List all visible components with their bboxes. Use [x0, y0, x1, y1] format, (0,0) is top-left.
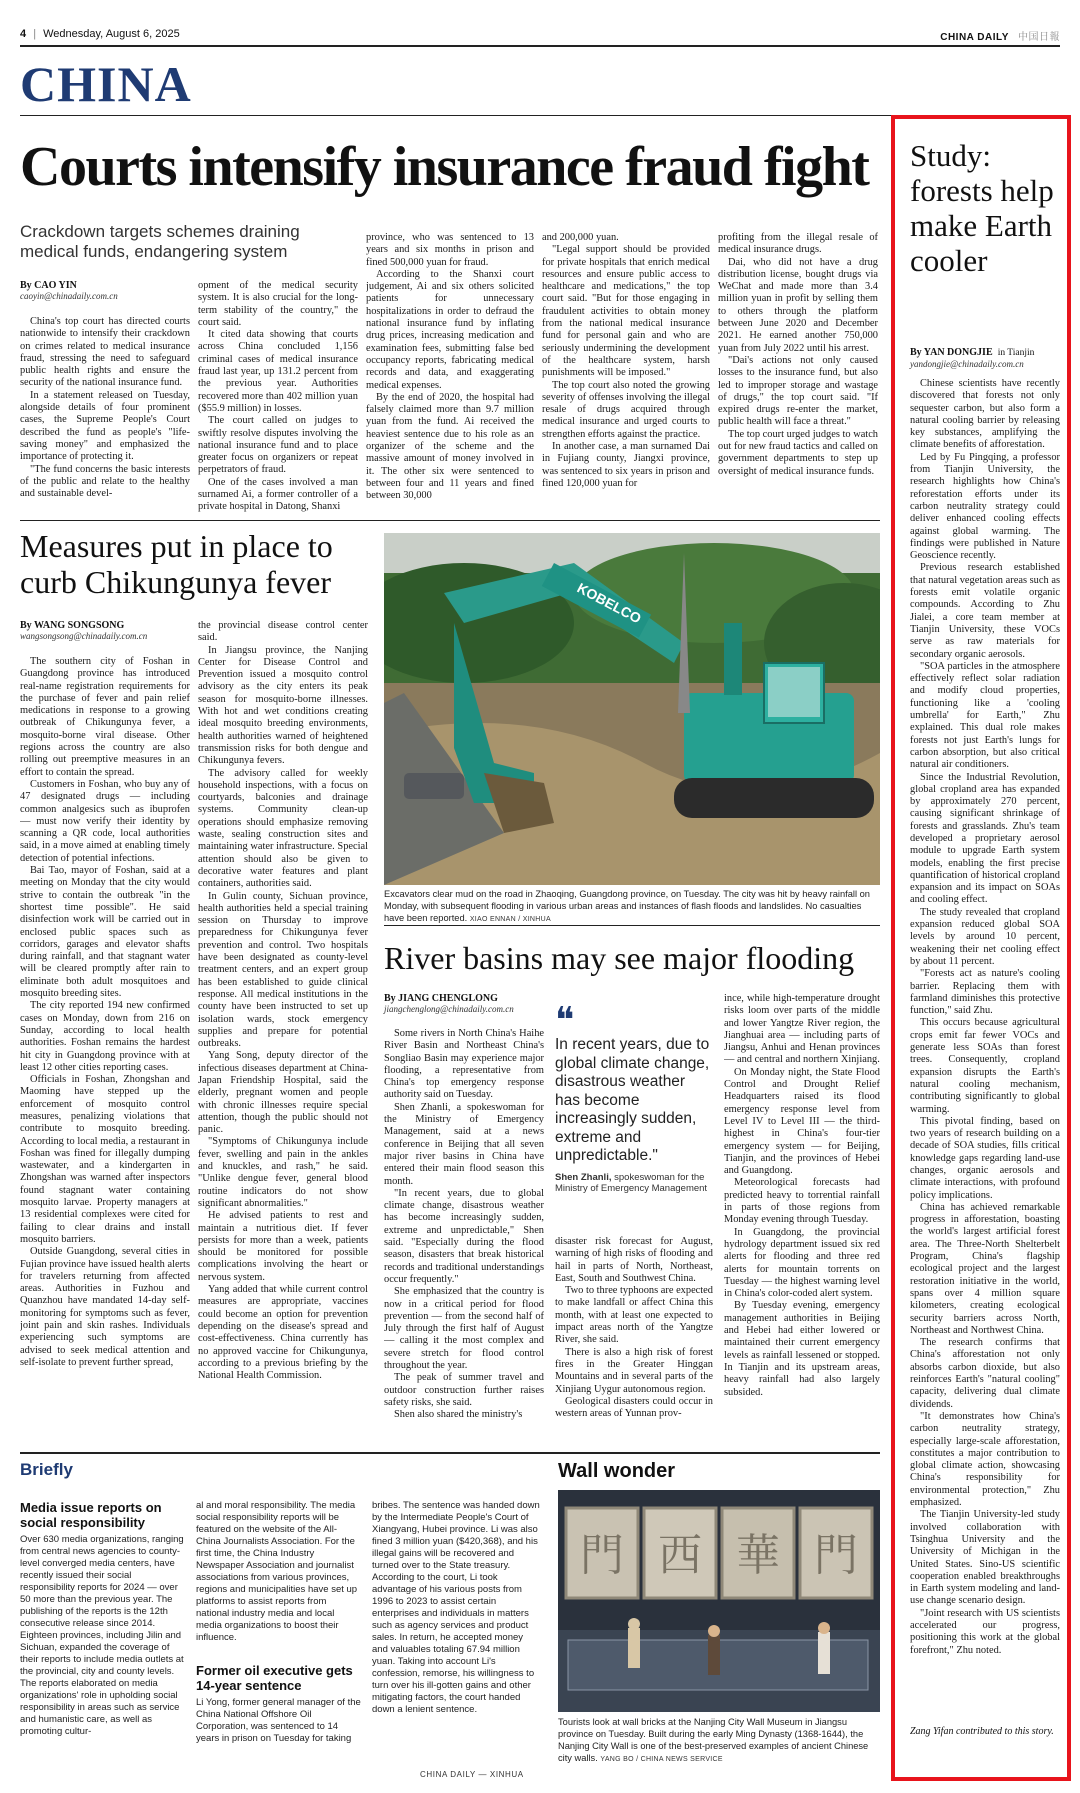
paragraph: "Forests act as nature's cooling barrier. Replacing them with farmland diminishes this protective function," said Zhu.	[910, 968, 1060, 1017]
study-byline: By YAN DONGJIE	[910, 347, 993, 358]
quote-attribution	[555, 1172, 713, 1194]
masthead-name: CHINA DAILY	[940, 32, 1009, 43]
paragraph: profiting from the illegal resale of medical insurance drugs.	[718, 232, 878, 256]
paragraph: "SOA particles in the atmosphere effectively reflect solar radiation and modify cloud properties, functioning like a 'cooling umbrella' for Earth," Zhu explained. This dual role makes forests not just Earth's lungs for carbon absorption, but also critical natural air conditioners.	[910, 660, 1060, 771]
study-location: in Tianjin	[997, 348, 1035, 358]
museum-illustration	[558, 1490, 880, 1712]
photo1-credit: XIAO ENNAN / XINHUA	[469, 916, 551, 923]
paragraph: The research confirms that China's afforestation not only absorbs carbon dioxide, but also reinforces Earth's "natural cooling" capacity, delivering dual climate dividends.	[910, 1337, 1060, 1410]
divider	[20, 1452, 880, 1454]
paragraph: Officials in Foshan, Zhongshan and Maoming have stepped up the enforcement of mosquito control measures, penalizing violations that contribute to mosquito breeding. According to local media, a restaurant in Foshan was fined for illegally dumping wastewater, and a kindergarten in Zhongshan was warned after inspectors found stagnant water containing mosquito larvae. Property managers at 13 residential complexes were cited for failing to clear drains and install mosquito barriers.	[20, 1074, 190, 1245]
quote-mark-icon: ❝	[555, 1000, 575, 1040]
brick-character: 華	[736, 1530, 780, 1581]
paragraph: On Monday night, the State Flood Control and Drought Relief Headquarters raised its flood emergency response level from Level IV to Level III — the third-highest in China's four-tier emergency system — for Beijing, Tianjin, and the provinces of Hebei and Guangdong.	[724, 1066, 880, 1177]
paragraph: Dai, who did not have a drug distribution license, bought drugs via WeChat and made more than 3.4 million yuan in profit by selling them to others through the platform between June 2020 and December 2021. He earned another 750,000 yuan from July 2022 until his arrest.	[718, 256, 878, 354]
paragraph: "Joint research with US scientists accelerated our progress, positioning this work at the global forefront," Zhu noted.	[910, 1607, 1060, 1656]
paragraph: ince, while high-temperature drought risks loom over parts of the middle and lower Yangtze River region, the Jianghuai area — including parts of Jiangsu, Anhui and Henan provinces — and central and northern Xinjiang.	[724, 993, 880, 1066]
lead-col-4	[542, 232, 710, 514]
brief2-headline: Former oil executive gets 14-year sentence	[196, 1663, 353, 1693]
paragraph: In Gulin county, Sichuan province, health authorities held a special training session on Thursday to improve preparedness for Chikungunya fever prevention and control. Two hospitals have been designated as county-level treatment centers, and an expert group has been established to guide clinical response. All medical institutions in the county have been instructed to set up isolation wards, stock emergency supplies and prepare for potential outbreaks.	[198, 890, 368, 1050]
paragraph: Chinese scientists have recently discovered that forests not only sequester carbon, but also form a natural cooling barrier by releasing key substances, amplifying the climate benefits of afforestation.	[910, 378, 1060, 451]
wall-credit: YANG BO / CHINA NEWS SERVICE	[600, 1756, 723, 1763]
paragraph: China's top court has directed courts nationwide to intensify their crackdown on crimes related to medical insurance fraud, stressing the need to safeguard public health rights and ensure the security of the national insurance fund.	[20, 316, 190, 389]
lead-byline-block	[20, 280, 190, 301]
river-col-2	[555, 1236, 713, 1436]
paragraph: The top court also noted the growing severity of offenses involving the illegal resale of drugs acquired through medical insurance and urged courts to strengthen efforts against the practice.	[542, 379, 710, 440]
divider	[384, 925, 880, 926]
paragraph: Since the Industrial Revolution, global cropland area has expanded by approximately 270 percent, causing significant shrinkage of forests and grasslands. Zhu's team developed a proprietary aerosol module to upgrade Earth system models, enabling the first precise quantification of historical cropland expansion and its impact on SOAs and cooling effect.	[910, 771, 1060, 906]
lead-headline: Courts intensify insurance fraud fight	[20, 136, 869, 198]
paragraph: In Guangdong, the provincial hydrology department issued six red alerts for flooding and three red alerts for mountain torrents on Tuesday — the highest warning level in China's color-coded alert system.	[724, 1226, 880, 1300]
paragraph: Shen Zhanli, a spokeswoman for the Ministry of Emergency Management, said at a news conference in Beijing that all seven major river basins in China have entered their main flood season this month.	[384, 1101, 544, 1187]
river-headline: River basins may see major flooding	[384, 940, 855, 976]
paragraph: Yang Song, deputy director of the infectious diseases department at China-Japan Friendship Hospital, said the elderly, pregnant women and people with chronic illnesses require special attention, though the public should not panic.	[198, 1050, 368, 1136]
paragraph: China has achieved remarkable progress in afforestation, boasting the world's largest artificial forest area. The Three-North Shelterbelt Program, China's flagship ecological project and the largest restoration initiative in the world, spans over 4 million square kilometers, creating ecological security barriers across North, Northeast and Northwest China.	[910, 1201, 1060, 1336]
lead-col-1	[20, 316, 190, 514]
paragraph: The advisory called for weekly household inspections, with a focus on courtyards, balconies and drainage systems. Community clean-up operations should emphasize removing waste, sealing construction sites and maintaining water infrastructure. Special attention should also be given to decorative water features and plant containers, authorities said.	[198, 767, 368, 890]
section-title: CHINA	[20, 56, 192, 112]
paragraph: The court called on judges to swiftly resolve disputes involving the national insurance fund and to place greater focus on organizers or repeat perpetrators of fraud.	[198, 415, 358, 476]
paragraph: Shen also shared the ministry's	[394, 1409, 523, 1421]
excavator-brand: KOBELCO	[574, 579, 644, 627]
brief2-col3: bribes. The sentence was handed down by the Intermediate People's Court of Xiangyang, Hubei province. Li was also fined 3 million yuan ($420,368), and his illegal gains will be recovered and turned over to the State treasury. According to the court, Li took advantage of his various posts from 1996 to 2023 to assist certain enterprises and individuals in matters such as agency services and product sales. In return, he accepted money and valuables totaling 67.94 million yuan. Taking into account Li's confession, remorse, his willingness to turn over his ill-gotten gains and other mitigating factors, the court handed down a lenient sentence.	[372, 1500, 540, 1715]
lead-col-2	[198, 280, 358, 514]
paragraph: By the end of 2020, the hospital had falsely claimed more than 9.7 million yuan from the fund. Ai received the heaviest sentence due to his role as an organizer of the scheme and the massive amount of money involved in it. The other six were sentenced to between four and 11 years and fined between 30,000	[366, 391, 534, 502]
paragraph: There is also a high risk of forest fires in the Greater Hinggan Mountains and in several parts of the Xinjiang Uygur autonomous region.	[555, 1346, 713, 1395]
study-byline-block	[910, 340, 1060, 369]
paragraph: Previous research established that natural vegetation areas such as forests emit volatile organic compounds. According to Zhu Jialei, a core team member at Tianjin University, these VOCs serve as raw materials for secondary organic aerosols.	[910, 562, 1060, 660]
wall-caption: Tourists look at wall bricks at the Nanjing City Wall Museum in Jiangsu province on Tuesday. Built during the early Ming Dynasty (1368-1644), the Nanjing City Wall is one of the best-preserved examples of ancient Chinese city walls.	[558, 1717, 869, 1763]
paragraph: the provincial disease control center said.	[198, 620, 368, 644]
paragraph: and 200,000 yuan.	[542, 232, 619, 243]
chik-email: wangsongsong@chinadaily.com.cn	[20, 631, 148, 641]
brief2-col2: Li Yong, former general manager of the China National Offshore Oil Corporation, was sentenced to 14 years in prison on Tuesday for taking	[196, 1697, 361, 1744]
chik-col-1	[20, 656, 190, 1436]
paragraph: Customers in Foshan, who buy any of 47 designated drugs — including common analgesics such as ibuprofen — must now verify their identity by scanning a QR code, local authorities said, in a move aimed at enabling timely detection of potential infections.	[20, 778, 190, 864]
study-headline: Study: forests help make Earth cooler	[910, 138, 1054, 278]
paragraph: Geological disasters could occur in western areas of Yunnan prov-	[555, 1395, 713, 1420]
paragraph: The Tianjin University-led study involved collaboration with Tsinghua University and the University of Michigan in the United States. Sino-US scientific cooperation enabled breakthroughs in Earth system modeling and land-use change scenario design.	[910, 1509, 1060, 1607]
brick-character: 門	[814, 1530, 858, 1581]
paragraph: The city reported 194 new confirmed cases on Monday, down from 216 on Sunday, according to local health authorities. Foshan remains the hardest hit city in Guangdong province with at least 12 other cities reporting cases.	[20, 1000, 190, 1073]
paragraph: "The fund concerns the basic interests of the public and relate to the healthy and sustainable devel-	[20, 463, 190, 500]
paragraph: "Dai's actions not only caused losses to the insurance fund, but also led to improper storage and wastage of drugs," the top court said. "If expired drugs re-enter the market, public health will face a threat."	[718, 354, 878, 428]
lead-col-5	[718, 232, 878, 514]
paragraph: Some rivers in North China's Haihe River Basin and Northeast China's Songliao Basin may experience major flooding, a representative from China's top emergency response authority said on Tuesday.	[384, 1028, 544, 1101]
study-email: yandongjie@chinadaily.com.cn	[910, 359, 1024, 369]
paragraph: Bai Tao, mayor of Foshan, said at a meeting on Monday that the city would strive to contain the outbreak "in the shortest time possible". He said disinfection work will be carried out in enclosed public spaces such as corridors, garages and elevator shafts during rainfall, and that stagnant water will be cleared promptly after rain to eliminate both adult mosquitoes and mosquito breeding sites.	[20, 865, 190, 1000]
river-byline-block	[384, 993, 544, 1014]
page-number: 4	[20, 28, 27, 40]
paragraph: Outside Guangdong, several cities in Fujian province have issued health alerts for travelers returning from affected areas. Authorities in Fuzhou and Quanzhou have mandated 14-day self-monitoring for symptoms such as fever, joint pain and skin rashes. Individuals experiencing such symptoms are advised to seek medical attention and self-isolate to prevent further spread,	[20, 1246, 190, 1368]
masthead-cn: 中国日報	[1018, 32, 1060, 43]
paragraph: "In recent years, due to global climate change, disastrous weather has become increasingly sudden, extreme and unpredictable," Shen said. "Especially during the flood season, disasters that break historical records and traditional understandings occur frequently."	[384, 1187, 544, 1285]
photo1-caption: Excavators clear mud on the road in Zhaoqing, Guangdong province, on Tuesday. The city was hit by heavy rainfall on Monday, with subsequent flooding in various urban areas and instances of flash floods and landslides. No casualties have been reported.	[384, 889, 870, 923]
paragraph: The top court urged judges to watch out for new fraud tactics and called on government departments to step up oversight of medical insurance funds.	[718, 428, 878, 477]
brief1-col1: Over 630 media organizations, ranging from central news agencies to county-level converged media centers, have recently issued their social responsibility reports for 2024 — over 50 more than the previous year. The publishing of the reports is the 12th consecutive release since 2014. Eighteen provinces, including Jilin and Sichuan, expanded the coverage of their reports to include media outlets at the provincial, city and county levels. The reports elaborated on media organizations' role in upholding social responsibility in areas such as service and humanistic care, as well as promoting cultur-	[20, 1534, 184, 1737]
issue-date: Wednesday, August 6, 2025	[43, 28, 180, 40]
brick-character: 門	[580, 1530, 624, 1581]
paragraph: This occurs because agricultural crops emit far fewer VOCs and generate less SOAs than forest trees. Consequently, cropland expansion disrupts the Earth's natural cooling mechanism, contributing significantly to global warming.	[910, 1017, 1060, 1115]
lead-subhead: Crackdown targets schemes draining medical funds, endangering system	[20, 222, 300, 261]
river-col-3	[724, 993, 880, 1436]
quote-speaker: Shen Zhanli,	[555, 1171, 612, 1183]
paragraph: In a statement released on Tuesday, alongside details of four prominent cases, the Supreme People's Court described the fund as people's "life-saving money" and emphasized the importance of protecting it.	[20, 389, 190, 463]
divider	[20, 520, 880, 521]
chik-byline-block	[20, 620, 190, 641]
paragraph: He advised patients to rest and maintain a nutritious diet. If fever persists for more than a week, patients should be monitored for possible complications involving the heart or nervous system.	[198, 1210, 368, 1283]
paragraph: By Tuesday evening, emergency management authorities in Beijing and Hebei had either lowered or maintained their current emergency levels as rainfall lessened or stopped. In Tianjin and its upstream areas, heavy rainfall had also largely subsided.	[724, 1300, 880, 1398]
lead-col-3	[366, 232, 534, 514]
photo1-caption-block	[384, 888, 880, 926]
study-body	[910, 378, 1060, 1718]
paragraph: It cited data showing that courts across China concluded 1,156 criminal cases of medical insurance fraud last year, up 131.2 percent from the previous year. Authorities recovered more than 402 million yuan ($55.9 million) in losses.	[198, 329, 358, 414]
river-byline: By JIANG CHENGLONG	[384, 993, 498, 1004]
quote-text: In recent years, due to global climate change, disastrous weather has become increasingly sudden, extreme and unpredictable."	[555, 1036, 710, 1164]
paragraph: Led by Fu Pingqing, a professor from Tianjin University, the research highlights how China's reforestation efforts under its carbon neutrality strategy could deliver enhanced cooling effects against global warming. The findings were published in Nature Geoscience recently.	[910, 451, 1060, 562]
paragraph: The southern city of Foshan in Guangdong province has introduced real-name registration requirements for the purchase of fever and pain relief medications in response to a growing outbreak of Chikungunya fever, a mosquito-borne viral disease. Other regions across the country are also rolling out preemptive measures in an effort to contain the spread.	[20, 656, 190, 778]
masthead	[940, 28, 1060, 43]
wall-caption-block	[558, 1716, 880, 1766]
paragraph: Meteorological forecasts had predicted heavy to torrential rainfall in parts of those regions from Monday evening through Tuesday.	[724, 1177, 880, 1226]
brief1-headline: Media issue reports on social responsibility	[20, 1500, 162, 1530]
chik-col-2	[198, 620, 368, 1436]
paragraph: disaster risk forecast for August, warning of high risks of flooding and hail in parts of North, Northeast, East, South and Southwest China.	[555, 1236, 713, 1284]
page-header-left: 4 | Wednesday, August 6, 2025	[20, 28, 180, 40]
paragraph: opment of the medical security system. It is also crucial for the long-term stability of the country," the court said.	[198, 280, 358, 328]
paragraph: In Jiangsu province, the Nanjing Center for Disease Control and Prevention issued a mosquito control advisory as the city enters its peak season for mosquito-borne illnesses. With hot and wet conditions creating ideal mosquito breeding environments, health authorities warned of heightened transmission risks for both dengue and Chikungunya fevers.	[198, 644, 368, 767]
wall-photo	[558, 1490, 880, 1712]
briefly-section-title: Briefly	[20, 1460, 73, 1479]
paragraph: The study revealed that cropland expansion reduced global SOA levels by around 10 percent, weakening their net cooling effect by about 11 percent.	[910, 906, 1060, 967]
briefly-credit: CHINA DAILY — XINHUA	[420, 1770, 524, 1779]
river-col-1	[384, 1028, 544, 1436]
brief1-col2: al and moral responsibility. The media social responsibility reports will be featured on the website of the All-China Journalists Association. For the first time, the China Industry Newspaper Association and journalist associations from various provinces, regions and municipalities have set up platforms to assist reports from national industry media and local media organizations to boost their influence.	[196, 1500, 358, 1643]
paragraph: In another case, a man surnamed Dai in Fujiang county, Jiangxi province, was sentenced to six years in prison and fined 120,000 yuan for	[542, 441, 710, 489]
quote-role: spokeswoman for the Ministry of Emergency Management	[555, 1171, 708, 1194]
paragraph: "Symptoms of Chikungunya include fever, swelling and pain in the ankles and knuckles, and rash," he said. "Unlike dengue fever, general blood routine indicators do not show significant abnormalities."	[198, 1136, 368, 1209]
paragraph: According to the Shanxi court judgement, Ai and six others solicited patients for unnecessary hospitalizations in order to defraud the national insurance fund by inflating drug prices, increasing medication and examination fees, submitting false bed occupancy reports, fabricating medical records and data, and exaggerating medical expenses.	[366, 268, 534, 391]
paragraph: "Legal support should be provided for private hospitals that enrich medical resources and ensure public access to healthcare and medications," the top court said. "But for those engaging in fraudulent activities to obtain money from the national medical insurance fund for personal gain and who are seriously undermining the development of the healthcare system, harsh punishments will be imposed."	[542, 244, 710, 379]
header-rule	[20, 45, 1060, 47]
paragraph: This pivotal finding, based on two years of research building on a decade of SOA studies, fills critical knowledge gaps regarding land-use changes, organic aerosols and climate interactions, with profound policy implications.	[910, 1115, 1060, 1201]
study-contributor: Zang Yifan contributed to this story.	[910, 1726, 1054, 1737]
paragraph: Yang added that while current control measures are appropriate, vaccines could become an option for prevention depending on the disease's spread and cost-effectiveness. China currently has no approved vaccine for Chikungunya, according to a previous briefing by the National Health Commission.	[198, 1284, 368, 1382]
paragraph: "It demonstrates how China's carbon neutrality strategy, especially large-scale afforestation, constitutes a major contribution to global climate action, showcasing China's responsibility for environmental protection," Zhu emphasized.	[910, 1410, 1060, 1509]
lead-byline: By CAO YIN	[20, 280, 77, 291]
wall-title: Wall wonder	[558, 1460, 676, 1482]
paragraph: The peak of summer travel and outdoor construction further raises safety risks, she said.	[384, 1372, 544, 1408]
chikungunya-headline: Measures put in place to curb Chikungunya fever	[20, 528, 333, 600]
paragraph: She emphasized that the country is now in a critical period for flood prevention — from the second half of July through the first half of August — calling it the most complex and severe stretch for flood control throughout the year.	[384, 1286, 544, 1372]
excavator-photo	[384, 533, 880, 885]
chik-byline: By WANG SONGSONG	[20, 620, 125, 631]
paragraph: province, who was sentenced to 13 years and six months in prison and fined 500,000 yuan for fraud.	[366, 232, 534, 268]
brick-character: 西	[658, 1530, 702, 1581]
pull-quote	[555, 1000, 713, 1194]
paragraph: Two to three typhoons are expected to make landfall or affect China this month, with at least one expected to impact areas north of the Yangtze River, she said.	[555, 1285, 713, 1346]
lead-email: caoyin@chinadaily.com.cn	[20, 291, 118, 301]
paragraph: One of the cases involved a man surnamed Ai, a former controller of a private hospital in Datong, Shanxi	[198, 476, 358, 513]
river-email: jiangchenglong@chinadaily.com.cn	[384, 1004, 514, 1014]
excavator-illustration	[384, 533, 880, 885]
